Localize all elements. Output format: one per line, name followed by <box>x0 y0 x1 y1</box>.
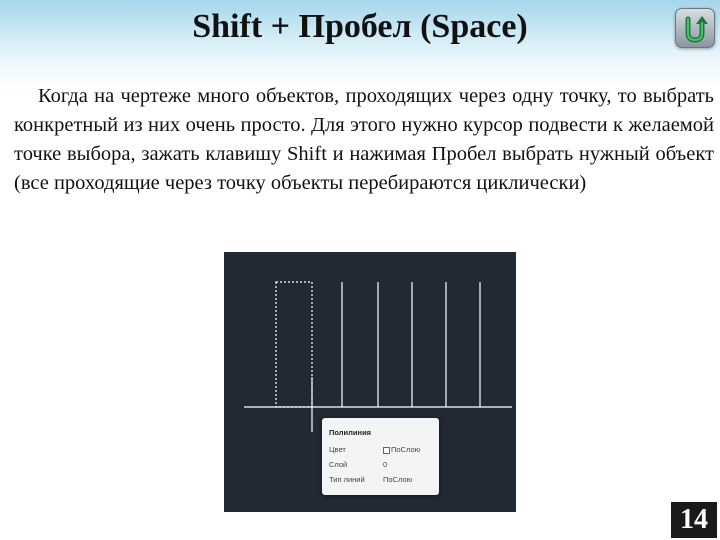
tooltip-value: ПоСлою <box>391 445 421 454</box>
home-nav-button[interactable] <box>675 8 715 48</box>
tooltip-key: Тип линий <box>329 475 365 484</box>
cad-drawing-area[interactable] <box>224 252 516 512</box>
tooltip-key: Слой <box>329 460 348 469</box>
tooltip-title: Полилиния <box>329 428 372 437</box>
u-turn-arrow-icon <box>676 9 714 47</box>
tooltip-value: 0 <box>383 460 388 469</box>
tooltip-row-layer <box>329 460 435 471</box>
slide-body-text: Когда на чертеже много объектов, проходящих через одну точку, то выбрать конкретный из них очень просто. Для этого нужно курсор подвести к желаемой точке выбора, зажать клавишу Shift и нажимая Пробел выбрать нужный объект (все проходящие через точку объекты перебираются циклически) <box>14 85 714 194</box>
tooltip-row-color <box>329 445 435 456</box>
page-number: 14 <box>671 502 717 538</box>
selected-polyline[interactable] <box>276 282 312 407</box>
slide-title: Shift + Пробел (Space) <box>192 8 528 45</box>
tooltip-value: ПоСлою <box>383 475 413 484</box>
tooltip-row-linetype <box>329 475 435 486</box>
color-swatch-icon <box>383 447 390 454</box>
tooltip-key: Цвет <box>329 445 346 454</box>
object-properties-tooltip <box>322 418 439 495</box>
